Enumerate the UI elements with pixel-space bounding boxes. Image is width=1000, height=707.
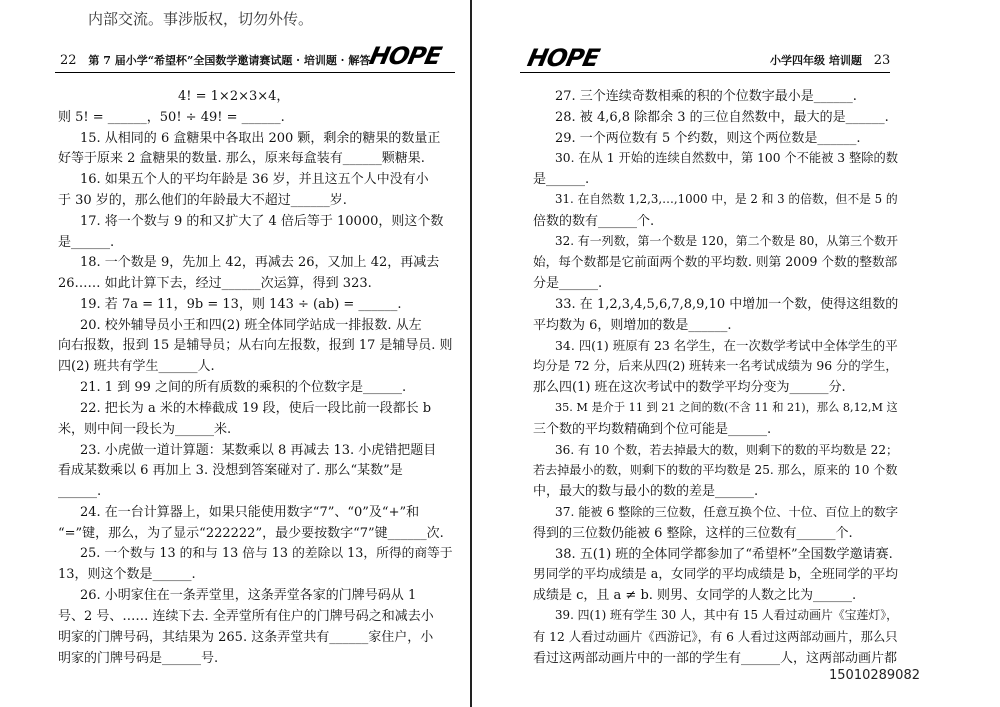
text-line: 29. 一个两位数有 5 个约数，则这个两位数是______. [555,130,861,146]
text-line: 若去掉最小的数，则剩下的数的平均数是 25. 那么，原来的 10 个数 [533,463,898,478]
page-spine-divider [470,0,472,707]
text-line: 15. 从相同的 6 盒糖果中各取出 200 颗，剩余的糖果的数量正 [80,130,441,146]
text-line: 米，则中间一段长为______米. [58,421,232,437]
text-line: 33. 在 1,2,3,4,5,6,7,8,9,10 中增加一个数，使得这组数的 [555,297,899,312]
text-line: 均分是 72 分，后来从四(2) 班转来一名考试成绩为 96 分的学生， [533,359,898,374]
text-line: 分是______. [533,276,603,292]
text-line: 24. 在一台计算器上，如果只能使用数字“7”、“0”及“+”和 [80,505,420,520]
text-line: 男同学的平均成绩是 a，女同学的平均成绩是 b，全班同学的平均 [533,566,898,582]
text-line: 26…… 如此计算下去，经过______次运算，得到 323. [58,276,372,292]
phone-number: 15010289082 [829,668,920,683]
hope-logo-left: HOPE [367,42,444,70]
text-line: 13，则这个数是______. [58,567,196,583]
text-line: 始，每个数都是它前面两个数的平均数. 则第 2009 个数的整数部 [533,254,898,270]
text-line: 28. 被 4,6,8 除都余 3 的三位自然数中，最大的是______. [555,109,889,125]
text-line: 有 12 人看过动画片《西游记》，有 6 人看过这两部动画片，那么只 [533,629,898,644]
text-line: 向右报数，报到 15 是辅导员；从右向左报数，报到 17 是辅导员. 则 [58,337,453,353]
text-line: 4! = 1×2×3×4， [178,89,290,104]
text-line: 则 5! = ______，50! ÷ 49! = ______. [58,109,285,125]
text-line: 倍数的数有______个. [533,213,655,229]
text-line: 看过这两部动画片中的一部的学生有______人，这两部动画片都 [533,650,898,666]
hope-logo-right: HOPE [525,44,602,72]
text-line: 34. 四(1) 班原有 23 名学生，在一次数学考试中全体学生的平 [555,337,898,353]
text-line: 得到的三位数仍能被 6 整除，这样的三位数有______个. [533,525,853,541]
text-line: 17. 将一个数与 9 的和又扩大了 4 倍后等于 10000，则这个数 [80,213,444,229]
text-line: 36. 有 10 个数，若去掉最大的数，则剩下的数的平均数是 22； [555,442,899,457]
text-line: 37. 能被 6 整除的三位数，任意互换个位、十位、百位上的数字 [555,505,899,519]
right-header-rule [520,72,890,73]
copyright-notice: 内部交流。事涉版权，切勿外传。 [88,10,314,28]
text-line: 20. 校外辅导员小王和四(2) 班全体同学站成一排报数. 从左 [80,317,422,333]
text-line: 30. 在从 1 开始的连续自然数中，第 100 个不能被 3 整除的数 [555,151,898,166]
text-line: 38. 五(1) 班的全体同学都参加了“希望杯”全国数学邀请赛. [555,546,893,562]
text-line: 18. 一个数是 9，先加上 42，再减去 26，又加上 42，再减去 [80,255,440,271]
text-line: 是______. [533,172,590,188]
right-page-number: 23 [873,53,891,68]
text-line: 26. 小明家住在一条弄堂里，这条弄堂各家的门牌号码从 1 [80,588,417,604]
text-line: 39. 四(1) 班有学生 30 人，其中有 15 人看过动画片《宝莲灯》， [555,608,898,622]
text-line: 三个数的平均数精确到个位可能是______. [533,421,772,437]
text-line: 是______. [58,234,115,250]
left-header-title: 第 7 届小学“希望杯”全国数学邀请赛试题 · 培训题 · 解答 [88,54,371,67]
text-line: 号、2 号、…… 连续下去. 全弄堂所有住户的门牌号码之和减去小 [58,609,434,624]
text-line: 四(2) 班共有学生______人. [58,359,215,375]
text-line: 23. 小虎做一道计算题：某数乘以 8 再减去 13. 小虎错把题目 [80,442,437,458]
left-header-rule [55,72,455,73]
text-line: 明家的门牌号码，其结果为 265. 这条弄堂共有______家住户，小 [58,629,434,645]
text-line: 35. M 是介于 11 到 21 之间的数(不含 11 和 21)，那么 8,12,M 这 [555,401,898,414]
text-line: 27. 三个连续奇数相乘的积的个位数字最小是______. [555,89,857,104]
text-line: 成绩是 c，且 a ≠ b. 则男、女同学的人数之比为______. [533,588,857,604]
text-line: 那么四(1) 班在这次考试中的数学平均分变为______分. [533,380,846,396]
right-header-title: 小学四年级 培训题 [770,54,862,67]
text-line: 19. 若 7a = 11，9b = 13，则 143 ÷ (ab) = ______. [80,297,402,312]
text-line: 21. 1 到 99 之间的所有质数的乘积的个位数字是______. [80,380,407,396]
text-line: 平均数为 6，则增加的数是______. [533,317,732,333]
text-line: 于 30 岁的，那么他们的年龄最大不超过______岁. [58,193,347,208]
text-line: 看成某数乘以 6 再加上 3. 没想到答案碰对了. 那么“某数”是 [58,463,403,479]
text-line: 中，最大的数与最小的数的差是______. [533,484,759,500]
text-line: 25. 一个数与 13 的和与 13 倍与 13 的差除以 13，所得的商等于 [80,545,453,561]
text-line: 32. 有一列数，第一个数是 120，第二个数是 80，从第三个数开 [555,233,898,248]
left-page-number: 22 [60,53,77,68]
right-page-header [770,52,890,68]
text-line: ______. [58,484,102,500]
left-page-header [60,52,370,68]
text-line: 16. 如果五个人的平均年龄是 36 岁，并且这五个人中没有小 [80,172,429,188]
text-line: 22. 把长为 a 米的木棒截成 19 段，使后一段比前一段都长 b [80,401,432,416]
text-line: 好等于原来 2 盒糖果的数量. 那么，原来每盒装有______颗糖果. [58,151,425,167]
text-line: 31. 在自然数 1,2,3,…,1000 中，是 2 和 3 的倍数，但不是 5 的 [555,192,898,206]
text-line: “=”键，那么，为了显示“222222”，最少要按数字“7”键______次. [58,525,444,541]
text-line: 明家的门牌号码是______号. [58,650,219,666]
